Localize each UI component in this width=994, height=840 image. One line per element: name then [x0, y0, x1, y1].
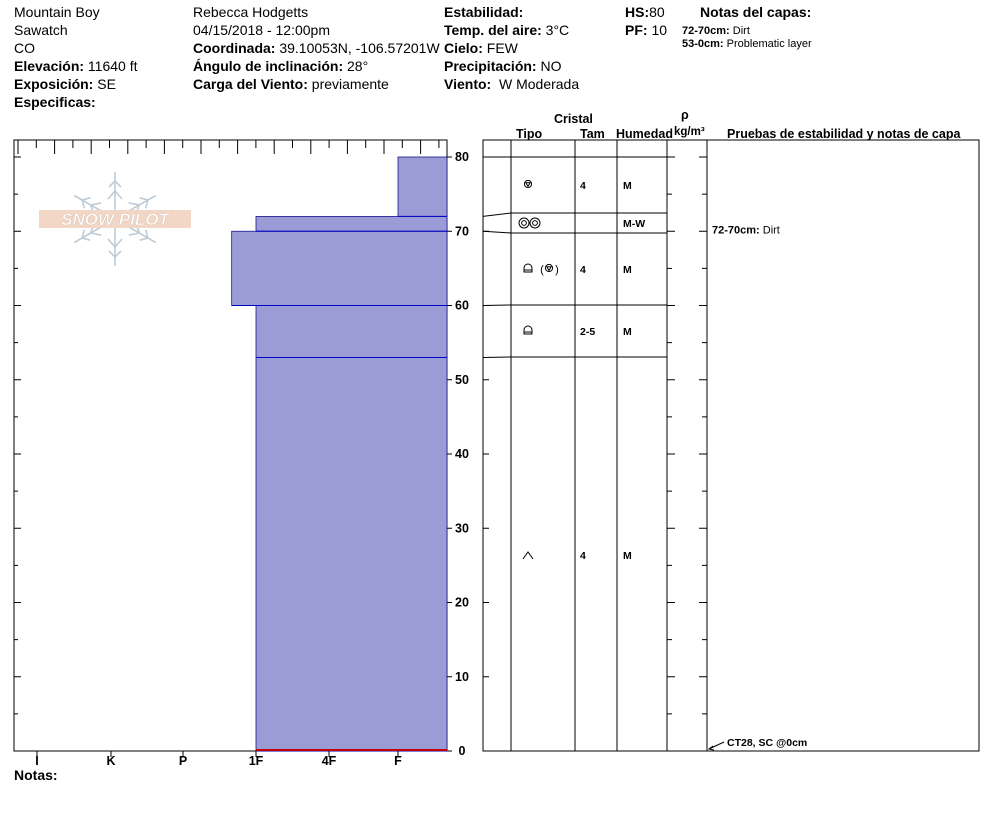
density-symbol: ρ	[681, 108, 689, 122]
grain-melt	[524, 264, 532, 272]
coordinate-value: 39.10053N, -106.57201W	[279, 40, 440, 56]
layer-size: 4	[580, 180, 586, 192]
x-tick-label: I	[35, 754, 39, 768]
x-tick-label: 4F	[321, 754, 337, 768]
rounded-facet-icon	[524, 180, 531, 187]
size-label: Tam	[580, 127, 605, 141]
elevation-value: 11640 ft	[87, 58, 138, 74]
layer-moisture: M-W	[623, 218, 646, 230]
hardness-bar	[398, 157, 447, 216]
hardness-bar	[232, 231, 447, 305]
hardness-bar	[256, 357, 447, 751]
grain-circle	[533, 221, 538, 226]
coordinate-label: Coordinada:	[193, 40, 276, 56]
site-name: Mountain Boy	[14, 4, 100, 20]
grain-circle	[522, 221, 527, 226]
pf-label: PF:	[625, 22, 648, 38]
layer-moisture: M	[623, 264, 632, 276]
aspect-label: Exposición:	[14, 76, 94, 92]
aspect-value: SE	[97, 76, 116, 92]
y-tick-label: 80	[455, 150, 469, 164]
x-tick-label: P	[178, 754, 188, 768]
sky-value: FEW	[486, 40, 518, 56]
tests-label: Pruebas de estabilidad y notas de capa	[727, 127, 961, 141]
y-tick-label: 60	[455, 298, 469, 313]
melt-form-icon	[524, 326, 532, 334]
specifics-label: Especificas:	[14, 94, 96, 110]
hardness-bar	[256, 216, 447, 231]
hs-label: HS:	[625, 4, 650, 20]
grain-hoar	[523, 552, 533, 559]
depth-connector	[483, 305, 511, 306]
grain-circle	[530, 218, 540, 228]
layer-note-range: 53-0cm:	[682, 38, 724, 50]
depth-hoar-icon	[523, 552, 533, 559]
layer-size: 2-5	[580, 326, 596, 338]
grain-facet	[547, 267, 551, 271]
density-unit: kg/m³	[674, 126, 705, 138]
y-tick-label: 40	[455, 447, 469, 461]
layer-notes-title: Notas del capas:	[700, 4, 812, 20]
crystal-label: Cristal	[554, 112, 593, 126]
sky-label: Cielo:	[444, 40, 483, 56]
grain-circle	[519, 218, 529, 228]
layer-moisture: M	[623, 550, 632, 562]
y-tick-label: 30	[455, 521, 469, 536]
test-note	[712, 224, 780, 236]
layer-size: 4	[580, 264, 586, 276]
air-temp-label: Temp. del aire:	[444, 22, 542, 38]
layer-note-text: Problematic layer	[726, 38, 812, 50]
test-note-detail: Dirt	[759, 224, 780, 237]
stability-test-result: CT28, SC @0cm	[727, 737, 808, 749]
layer-note-text: Dirt	[732, 25, 750, 37]
x-tick-label: K	[106, 754, 116, 768]
grain-paren: )	[555, 264, 559, 276]
test-pointer	[709, 742, 724, 749]
layer-moisture: M	[623, 180, 632, 192]
observation-datetime: 04/15/2018 - 12:00pm	[193, 22, 330, 38]
y-tick-label: 20	[455, 595, 469, 610]
site-range: Sawatch	[14, 22, 68, 38]
elevation-label: Elevación:	[14, 58, 85, 74]
site-state: CO	[14, 40, 35, 56]
x-tick-label: F	[394, 754, 402, 768]
stability-label: Estabilidad:	[444, 4, 524, 20]
notes-label: Notas:	[14, 767, 58, 783]
layer-size: 4	[580, 550, 586, 562]
precip-label: Precipitación:	[444, 58, 537, 74]
air-temp-value: 3°C	[545, 22, 570, 38]
test-note-range: 72-70cm:	[712, 224, 760, 237]
x-tick-label: 1F	[248, 754, 264, 768]
depth-connector	[483, 231, 511, 233]
melt-cluster-icon	[519, 218, 540, 228]
slope-value: 28°	[347, 58, 369, 74]
observer-name: Rebecca Hodgetts	[193, 4, 309, 20]
slope-label: Ángulo de inclinación:	[193, 58, 344, 74]
precip-value: NO	[540, 58, 562, 74]
wind-value: W Moderada	[498, 76, 580, 92]
hs-value: 80	[649, 4, 665, 20]
wind-label: Viento:	[444, 76, 492, 92]
grain-paren: (	[540, 264, 544, 276]
y-tick-label: 10	[455, 669, 469, 684]
y-tick-label: 70	[455, 224, 469, 239]
snowpilot-logo	[39, 172, 191, 266]
y-tick-label: 50	[455, 372, 469, 387]
depth-connector	[483, 213, 511, 216]
wind-load-label: Carga del Viento:	[193, 76, 308, 92]
melt-rounded-facet-icon	[524, 264, 559, 276]
layer-note-range: 72-70cm:	[682, 25, 730, 37]
y-tick-label: 0	[458, 744, 466, 758]
moisture-label: Humedad	[616, 127, 673, 141]
grain-melt	[524, 326, 532, 334]
hardness-bar	[256, 306, 447, 358]
layer-moisture: M	[623, 326, 632, 338]
type-label: Tipo	[516, 127, 543, 141]
grain-facet	[526, 183, 530, 187]
wind-load-value: previamente	[311, 76, 389, 92]
pf-value: 10	[651, 22, 668, 38]
logo-text: SNOW PILOT	[61, 210, 169, 229]
